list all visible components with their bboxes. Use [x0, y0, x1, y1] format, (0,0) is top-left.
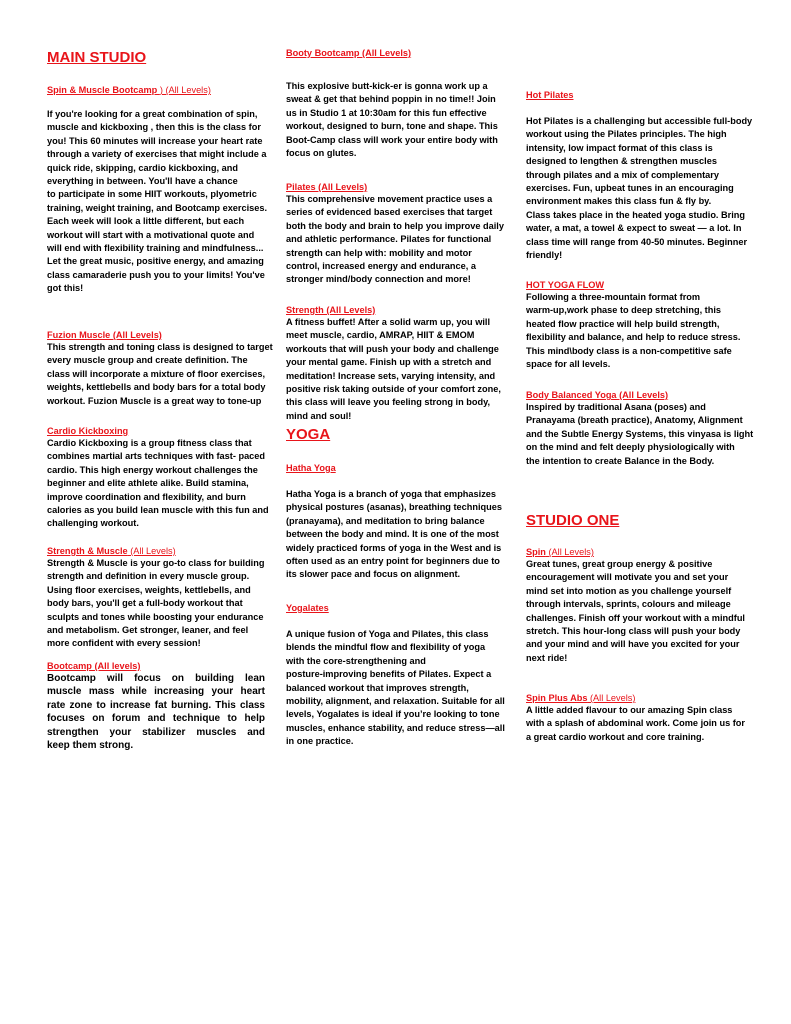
text-line: This strength and toning class is designed to target: [47, 342, 273, 352]
text-line: Class takes place in the heated yoga studio. Bring: [526, 209, 746, 220]
text-line: with the core-strengthening and: [286, 655, 426, 666]
text-line: Following a three-mountain format from: [526, 292, 701, 302]
text-line: Boot-Camp class will work your entire body with: [286, 134, 498, 145]
text-line: between the body and mind. It is one of the most: [286, 529, 499, 540]
text-line: to participate in some HIIT workouts, plyometric: [47, 189, 257, 200]
text-line: workouts that will push your body and challenge: [286, 343, 499, 354]
text-line: This explosive butt-kick-er is gonna work up a: [286, 81, 488, 91]
text-line: Cardio Kickboxing is a group fitness class that: [47, 438, 252, 448]
text-line: focus on glutes.: [286, 148, 357, 159]
body-balanced-section: [526, 389, 754, 468]
text-line: This comprehensive movement practice uses a: [286, 194, 493, 204]
strength-muscle-title[interactable]: Strength & Muscle (All Levels): [47, 546, 176, 556]
text-line: This mind\body class is a non-competitive safe: [526, 345, 732, 356]
text-line: focuses on forum and technique to help: [47, 713, 265, 725]
spin-muscle-title[interactable]: Spin & Muscle Bootcamp ) (All Levels): [47, 85, 211, 95]
text-line: balanced workout that improves strength,: [286, 682, 469, 693]
yogalates-section: [286, 602, 511, 749]
text-line: strength can help with: mobility and motor: [286, 247, 472, 258]
text-line: A fitness buffet! After a solid warm up, you will: [286, 317, 491, 327]
text-line: warm-up,work phase to deep stretching, this: [526, 305, 722, 316]
text-line: quick ride, skipping, cardio kickboxing, and: [47, 162, 238, 173]
text-line: class will incorporate a mixture of floor exercises,: [47, 368, 266, 379]
spin-abs-desc: [526, 704, 754, 744]
text-line: stretch. This hour-long class will push your body: [526, 626, 741, 637]
text-line: beginner and elite athlete alike. Build stamina,: [47, 478, 249, 489]
hot-yoga-title[interactable]: HOT YOGA FLOW: [526, 280, 605, 290]
text-line: muscle and kickboxing , then this is the class for: [47, 122, 261, 133]
text-line: more confident with every session!: [47, 638, 201, 649]
text-line: rate zone to increase fat burning. This class: [47, 699, 265, 711]
text-line: (pranayama), and meditation to bring balance: [286, 515, 485, 526]
strength-section: [286, 304, 511, 423]
text-line: friendly!: [526, 250, 563, 261]
text-line: series of evidenced based exercises that target: [286, 207, 493, 218]
pilates-desc: [286, 193, 511, 287]
text-line: with a splash of abdominal work. Come join us for: [526, 718, 745, 729]
text-line: and the Subtle Energy Systems, this vinyasa is light: [526, 428, 754, 439]
text-line: workout. Fuzion Muscle is a great way to tone-up: [47, 395, 262, 406]
body-balanced-desc: [526, 401, 754, 468]
text-line: the intention to create Balance in the Body.: [526, 455, 715, 466]
text-line: and your mind and will have you excited for your: [526, 639, 740, 650]
spin-title[interactable]: Spin (All Levels): [526, 547, 594, 557]
fuzion-title[interactable]: Fuzion Muscle (All Levels): [47, 330, 162, 340]
text-line: stronger mind/body connection and more!: [286, 274, 471, 285]
text-line: If you're looking for a great combination of spin,: [47, 109, 258, 119]
text-line: meditation! Increase sets, varying intensity, and: [286, 370, 496, 381]
text-line: us in Studio 1 at 10:30am for this fun effective: [286, 107, 487, 118]
text-line: improve coordination and flexibility, and burn: [47, 491, 246, 502]
text-line: muscle mass while increasing your heart: [47, 686, 265, 698]
pilates-title[interactable]: Pilates (All Levels): [286, 182, 368, 192]
text-line: physical postures (asanas), breathing techniques: [286, 502, 502, 513]
text-line: Pranayama (breath practice), Anatomy, Alignment: [526, 415, 743, 426]
text-line: weights, kettlebells and body bars for a total body: [47, 382, 266, 393]
text-line: flexibility and balance, and help to reduce stress.: [526, 332, 741, 343]
text-line: body bars, you'll get a full-body workout that: [47, 598, 243, 609]
bootcamp-title[interactable]: Bootcamp (All levels): [47, 661, 141, 671]
text-line: strengthen your stabilizer muscles and: [47, 726, 265, 738]
text-line: intensity, low impact format of this class is: [526, 142, 713, 153]
booty-desc: [286, 80, 511, 160]
text-line: Each week will look a little different, but each: [47, 216, 245, 227]
text-line: combines martial arts techniques with fast- paced: [47, 451, 266, 462]
bootcamp-section: [47, 660, 265, 752]
text-line: both the body and brain to help you improve daily: [286, 220, 504, 231]
text-line: everything in between. You'll have a chance: [47, 176, 238, 187]
text-line: Great tunes, great group energy & positive: [526, 559, 713, 569]
text-line: control, increased energy and endurance, a: [286, 261, 476, 272]
text-line: got this!: [47, 283, 84, 294]
yoga-heading: YOGA: [286, 426, 331, 443]
text-line: class time will range from 40-50 minutes. Beginner: [526, 236, 748, 247]
hot-yoga-section: [526, 279, 754, 371]
strength-title[interactable]: Strength (All Levels): [286, 305, 376, 315]
booty-section: [286, 47, 511, 160]
text-line: A little added flavour to our amazing Spin class: [526, 705, 733, 715]
booty-title[interactable]: Booty Bootcamp (All Levels): [286, 48, 412, 58]
text-line: through pilates and a mix of complementary: [526, 169, 719, 180]
text-line: mobility, alignment, and relaxation. Suitable for all: [286, 696, 505, 707]
text-line: workout using the Pilates principles. The high: [526, 129, 727, 140]
text-line: keep them strong.: [47, 740, 134, 752]
cardio-section: [47, 425, 277, 531]
text-line: environment makes this class fun & fly by.: [526, 196, 712, 207]
text-line: widely practiced forms of yoga in the West and is: [286, 542, 502, 553]
text-line: a great cardio workout and core training.: [526, 731, 705, 742]
bootcamp-desc: [47, 672, 265, 752]
text-line: Inspired by traditional Asana (poses) and: [526, 402, 706, 412]
text-line: and athletic performance. Pilates for functional: [286, 234, 492, 245]
main-studio-heading: MAIN STUDIO: [47, 49, 147, 66]
text-line: and metabolism. Get stronger, leaner, and feel: [47, 625, 249, 636]
text-line: Bootcamp will focus on building lean: [47, 673, 265, 684]
text-line: muscles, enhance stability, and reduce stress—all: [286, 722, 505, 733]
text-line: will end with flexibility training and mindfulness...: [47, 243, 264, 254]
body-balanced-title[interactable]: Body Balanced Yoga (All Levels): [526, 390, 669, 400]
pilates-section: [286, 181, 511, 287]
text-line: heated flow practice will help build strength,: [526, 318, 720, 329]
text-line: next ride!: [526, 652, 568, 663]
strength-muscle-desc: [47, 557, 277, 651]
text-line: training, weight training, and Bootcamp exercises.: [47, 202, 268, 213]
strength-desc: [286, 316, 511, 423]
hot-yoga-desc: [526, 291, 754, 371]
yogalates-desc: [286, 628, 511, 749]
text-line: mind and soul!: [286, 410, 352, 421]
text-line: in one practice.: [286, 736, 354, 747]
spin-section: [526, 546, 754, 665]
hot-pilates-section: [526, 89, 754, 262]
hatha-desc: [286, 488, 511, 582]
text-line: your mental game. Finish up with a stretch and: [286, 357, 492, 368]
text-line: cardio. This high energy workout challenges the: [47, 464, 258, 475]
text-line: workout will start with a motivational quote and: [47, 229, 255, 240]
text-line: challenges. Finish off your workout with a mindful: [526, 612, 745, 623]
hot-pilates-title[interactable]: Hot Pilates: [526, 90, 574, 100]
hatha-section: [286, 462, 511, 582]
text-line: every muscle group and create definition. The: [47, 355, 248, 366]
hatha-title[interactable]: Hatha Yoga: [286, 463, 336, 473]
spin-abs-title[interactable]: Spin Plus Abs (All Levels): [526, 693, 636, 703]
text-line: often used as an entry point for beginners due to: [286, 556, 500, 567]
spin-desc: [526, 558, 754, 665]
studio-one-heading: STUDIO ONE: [526, 512, 620, 529]
text-line: Let the great music, positive energy, and amazing: [47, 256, 264, 267]
text-line: positive risk taking outside of your comfort zone,: [286, 384, 501, 395]
text-line: water, a mat, a towel & expect to sweat — a lot. In: [526, 223, 742, 234]
text-line: Strength & Muscle is your go-to class for building: [47, 558, 265, 568]
hot-pilates-desc: [526, 115, 754, 262]
text-line: class camaraderie push you to your limits! You've: [47, 269, 265, 280]
cardio-desc: [47, 437, 277, 531]
text-line: sweat & get that behind poppin in no time!! Join: [286, 94, 496, 105]
text-line: this class will leave you feeling strong in body,: [286, 397, 491, 408]
text-line: on the mind and felt deeply physiologically with: [526, 442, 735, 453]
fuzion-desc: [47, 341, 277, 408]
text-line: A unique fusion of Yoga and Pilates, this class: [286, 629, 489, 639]
text-line: meet muscle, cardio, AMRAP, HIIT & EMOM: [286, 330, 475, 341]
text-line: posture-improving benefits of Pilates. Expect a: [286, 669, 492, 680]
text-line: Using floor exercises, weights, kettlebells, and: [47, 584, 251, 595]
text-line: through a variety of exercises that might include a: [47, 149, 267, 160]
text-line: exercises. Fun, upbeat tunes in an encouraging: [526, 183, 734, 194]
text-line: sculpts and tones while boosting your endurance: [47, 611, 264, 622]
text-line: space for all levels.: [526, 359, 611, 370]
text-line: Hot Pilates is a challenging but accessible full-body: [526, 116, 753, 126]
text-line: challenging workout.: [47, 518, 139, 529]
text-line: encouragement will motivate you and set your: [526, 572, 729, 583]
text-line: levels, Yogalates is ideal if you’re looking to tone: [286, 709, 500, 720]
spin-muscle-section: [47, 84, 277, 296]
text-line: calories as you build lean muscle with this fun and: [47, 505, 269, 516]
cardio-title[interactable]: Cardio Kickboxing: [47, 426, 129, 436]
text-line: strength and definition in every muscle group.: [47, 571, 250, 582]
text-line: blends the mindful flow and flexibility of yoga: [286, 642, 486, 653]
spin-abs-section: [526, 692, 754, 744]
text-line: you! This 60 minutes will increase your heart rate: [47, 135, 263, 146]
spin-muscle-desc: [47, 108, 277, 296]
yogalates-title[interactable]: Yogalates: [286, 603, 329, 613]
text-line: designed to lengthen & strengthen muscles: [526, 156, 717, 167]
text-line: Hatha Yoga is a branch of yoga that emphasizes: [286, 489, 497, 499]
text-line: mind set into motion as you challenge yourself: [526, 585, 732, 596]
text-line: through intervals, sprints, colours and mileage: [526, 599, 731, 610]
strength-muscle-section: [47, 545, 277, 651]
text-line: workout, designed to burn, tone and shape. This: [286, 121, 498, 132]
fuzion-section: [47, 329, 277, 408]
text-line: its slower pace and focus on alignment.: [286, 569, 461, 580]
